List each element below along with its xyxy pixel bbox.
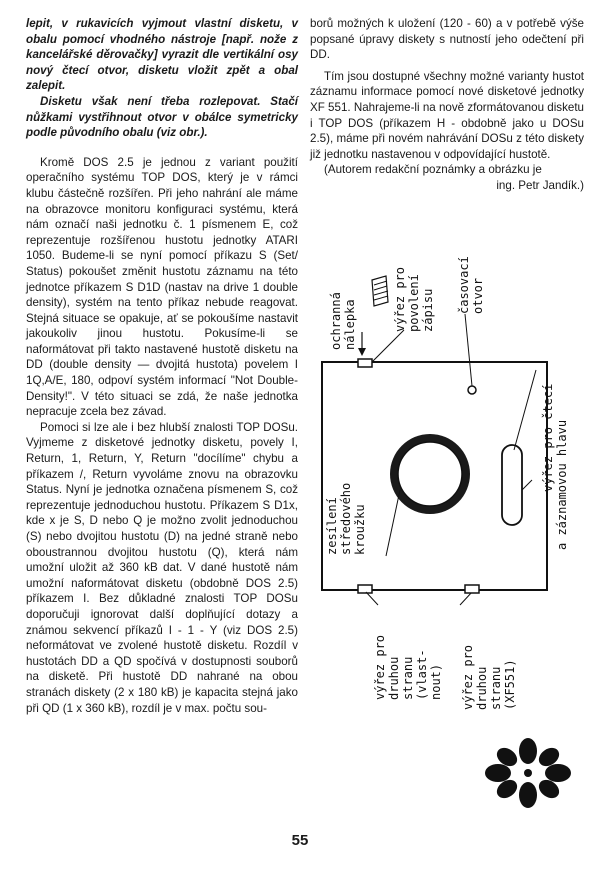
leader-write-protect	[372, 330, 404, 362]
paragraph-help: Pomoci si lze ale i bez hlubší znalosti TOP DOSu. Vyjmeme z disketové jednotky disketu, povely I, Return, 1, Return, Y, Return "docílíme" chybu a příkazem /, Return vyvoláme znovu na obrazovku Status. Nyní je jednotka označena písmenem S, což reprezentuje jednoduchou hustotu. Příkazem S D1x, kde x je S, D nebo Q je možno zvolit jednoduchou (S) nebo dvojitou hustotu (D) na jedné straně nebo oboustrannou dvojitou hustotu (Q), která nám umožní uložit až 360 kB dat. V dané hustotě nám umožní naformátovat disketu (obdobně DOS 2.5) příkazem I. Bez důkladné znalosti TOP DOSu doporučuji ignorovat další doplňující dotazy a známou sekvencí příkazů I - 1 - Y (viz DOS 2.5) neformátovat ve zvolené hustotě disketu. Rozdíl v hustotách DD a QD spočívá v dostupnosti souborů na disketě. Při hustotě DD nahrané na obou stranách diskety (2 x 180 kB) je kapacita stejná jako při QD (1 x 360 kB), rozdíl je v max. počtu sou-	[26, 420, 298, 715]
paragraph-variants: Tím jsou dostupné všechny možné varianty hustot záznamu informace pomocí nové disketové jednotky XF 551. Nahrajeme-li na nově zformátovanou disketu i TOP DOS (příkazem H - obdobně jako u DOSu 2.5), máme při novém nahrávání DOSu z této diskety již jednotku nastavenou v odpovídající hustotě.	[310, 69, 584, 161]
label-krouzku: kroužku	[353, 504, 367, 555]
paragraph-continuation: borů možných k uložení (120 - 60) a v potřebě výše popsané úpravy diskety s nutností jeho odečtení při DD.	[310, 17, 584, 62]
flower-ornament	[478, 738, 578, 808]
arrow-head-label	[358, 348, 366, 356]
label-nout: nout)	[429, 663, 443, 700]
center-hole	[398, 442, 462, 506]
protective-label	[372, 276, 388, 306]
label-zapisu: zápisu	[421, 288, 435, 332]
italic-paragraph-2: Disketu však není třeba rozlepovat. Stačí nůžkami vystřihnout otvor v obálce symetricky podle původního obalu (viz obr.).	[26, 94, 298, 140]
leader-second-side-right	[460, 592, 472, 605]
left-column	[26, 16, 298, 716]
label-vyrez-cteci: výřez pro čtecí	[541, 383, 555, 492]
right-column	[310, 16, 584, 194]
label-povoleni: povolení	[407, 274, 421, 332]
label-nalepka: nálepka	[343, 299, 357, 350]
paragraph-author-name: ing. Petr Jandík.)	[496, 178, 584, 192]
second-side-notch-right	[465, 585, 479, 593]
label-ochranna: ochranná	[329, 292, 343, 350]
paragraph-author: (Autorem redakční poznámky a obrázku je	[324, 163, 542, 177]
label-vyrez-pro: výřez pro	[393, 266, 407, 332]
label-otvor: otvor	[471, 277, 485, 314]
floppy-disk-diagram	[300, 240, 590, 720]
label-vyrez-druhou-1: výřez pro	[373, 634, 387, 700]
second-side-notch-left	[358, 585, 372, 593]
label-zaznamovou-hlavu: a záznamovou hlavu	[555, 419, 569, 550]
page-number: 55	[291, 832, 309, 849]
leader-second-side-left	[366, 592, 378, 605]
paragraph-top-dos: Kromě DOS 2.5 je jednou z variant použití operačního systému TOP DOS, který je v rámci klubu částečně rozšířen. Při jeho nahrání ale máme na obrazovce monitoru konfiguraci systému, která nám označí naši jednotku č. 1 písmenem E, což reprezentuje rozšířenou hustotu jednotky ATARI 1050. Budeme-li se nyní pomocí příkazu S (Set/ Status) pokoušet změnit hustotu záznamu na této jednotce příkazem S D1D (nastav na drive 1 double density), systém na tento příkaz nebude reagovat. Stejná situace se opakuje, ať se pokoušíme nastavit jakoukoliv jinou hustotu. Pokusíme-li se naformátovat při takto nastavené hustotě disketu na DD (double density — dvojitá hustota) povelem I 1Q,A/E, 180, odpoví systém informací "Not Double-Density!". V této situaci se zdá, že naše jednotka nepracuje zcela bez závad.	[26, 155, 298, 419]
label-stranu-1: stranu	[401, 656, 415, 700]
italic-paragraph-1: lepit, v rukavicích vyjmout vlastní disketu, v obalu pomocí vhodného nástroje [např. nože z kancelářské děrovačky] vyrazit dle vertikální osy nový čtecí otvor, disketu vložit zpět a obal zalepit.	[26, 17, 298, 93]
label-stredoveho: středového	[339, 482, 353, 555]
label-casovaci: časovací	[457, 256, 471, 314]
label-vyrez-druhou-2: výřez pro	[461, 644, 475, 710]
label-stranu-2: stranu	[489, 666, 503, 710]
label-druhou-2: druhou	[475, 666, 489, 710]
label-druhou-1: druhou	[387, 656, 401, 700]
label-zesileni: zesílení	[325, 497, 339, 555]
write-protect-notch	[358, 359, 372, 367]
index-hole	[468, 386, 476, 394]
label-vlast: (vlast-	[415, 649, 429, 700]
label-xf551: (XF551)	[503, 659, 517, 710]
head-slot	[502, 445, 522, 525]
